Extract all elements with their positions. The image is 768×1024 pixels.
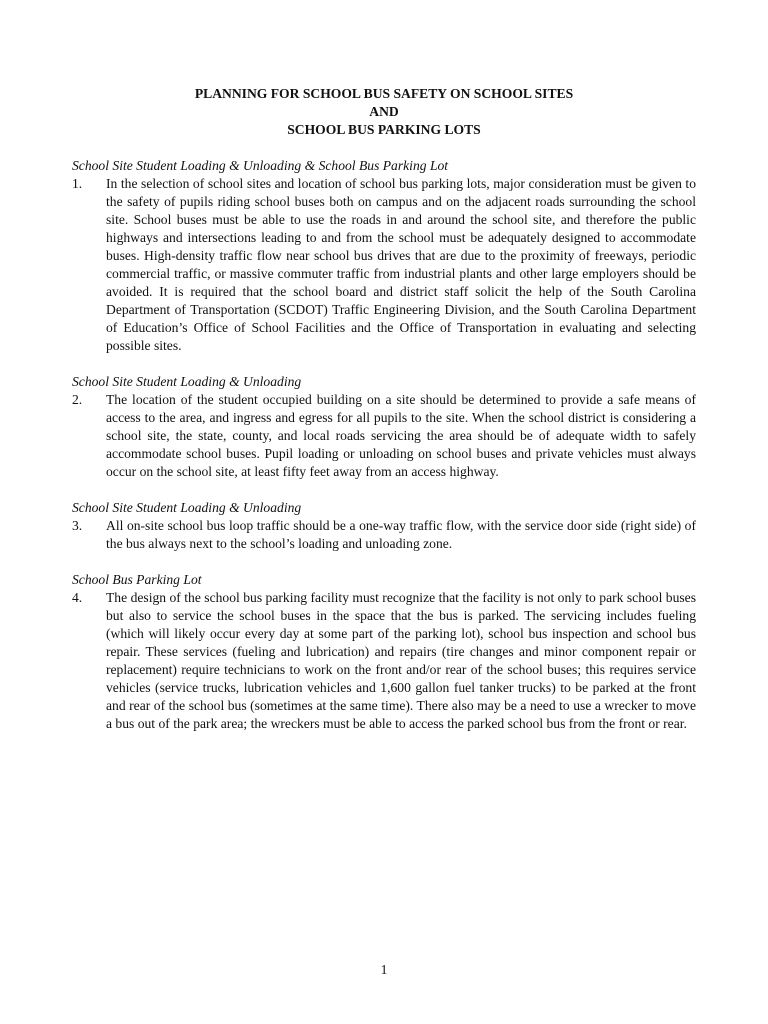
title-line-3: SCHOOL BUS PARKING LOTS <box>287 122 481 137</box>
numbered-paragraph-3 <box>72 517 696 553</box>
section-4-heading: School Bus Parking Lot <box>72 572 202 587</box>
title-line-1: PLANNING FOR SCHOOL BUS SAFETY ON SCHOOL SITES <box>194 86 574 101</box>
document-body <box>72 157 696 751</box>
title-line-2: AND <box>369 104 399 119</box>
numbered-paragraph-1 <box>72 175 696 355</box>
paragraph-4-number: 4. <box>72 590 83 605</box>
numbered-paragraph-2 <box>72 391 696 481</box>
paragraph-1-text: In the selection of school sites and location of school bus parking lots, major consideration must be given to the safety of pupils riding school buses both on campus and on the adjacent roads surrounding the school site. School buses must be able to use the roads in and around the school site, and therefore the public highways and intersections leading to and from the school must be adequately designed to accommodate buses. High-density traffic flow near school bus drives that are due to the proximity of freeways, periodic commercial traffic, or massive commuter traffic from industrial plants and other large employers should be avoided. It is required that the school board and district staff solicit the help of the South Carolina Department of Transportation (SCDOT) Traffic Engineering Division, and the South Carolina Department of Education’s Office of School Facilities and the Office of Transportation in evaluating and selecting possible sites. <box>106 176 696 353</box>
paragraph-3-number: 3. <box>72 518 83 533</box>
section-3-heading: School Site Student Loading & Unloading <box>72 500 302 515</box>
document-title <box>0 85 768 139</box>
page-number: 1 <box>380 962 388 977</box>
section-4 <box>72 571 696 733</box>
paragraph-1-number: 1. <box>72 176 83 191</box>
paragraph-3-text: All on-site school bus loop traffic should be a one-way traffic flow, with the service door side (right side) of the bus always next to the school’s loading and unloading zone. <box>106 518 696 551</box>
section-1 <box>72 157 696 355</box>
paragraph-2-number: 2. <box>72 392 83 407</box>
numbered-paragraph-4 <box>72 589 696 733</box>
section-2 <box>72 373 696 481</box>
paragraph-2-text: The location of the student occupied building on a site should be determined to provide a safe means of access to the area, and ingress and egress for all pupils to the site. When the school district is considering a school site, the state, county, and local roads servicing the area should be of adequate width to safely accommodate school buses. Pupil loading or unloading on school buses and private vehicles must always occur on the school site, at least fifty feet away from an access highway. <box>106 392 696 479</box>
section-3 <box>72 499 696 553</box>
section-1-heading: School Site Student Loading & Unloading & School Bus Parking Lot <box>72 158 449 173</box>
paragraph-4-text: The design of the school bus parking facility must recognize that the facility is not only to park school buses but also to service the school buses in the space that the bus is parked. The servicing includes fueling (which will likely occur every day at some part of the parking lot), school bus inspection and school bus repair. These services (fueling and lubrication) and repairs (tire changes and minor component repair or replacement) require technicians to work on the front and/or rear of the school buses; this requires service vehicles (service trucks, lubrication vehicles and 1,600 gallon fuel tanker trucks) to be parked at the front and rear of the school bus (sometimes at the same time). There also may be a need to use a wrecker to move a bus out of the park area; the wreckers must be able to access the parked school bus from the front or rear. <box>106 590 696 731</box>
section-2-heading: School Site Student Loading & Unloading <box>72 374 302 389</box>
